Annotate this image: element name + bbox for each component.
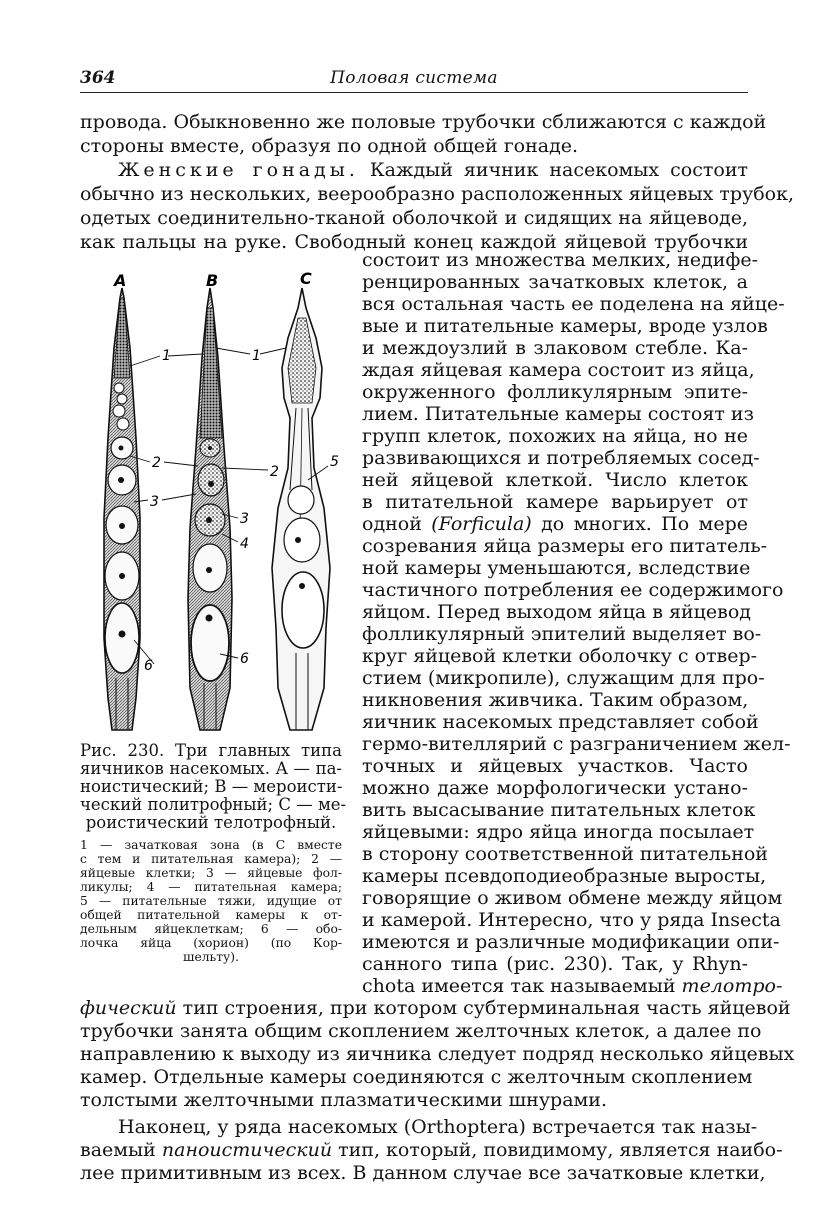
figure-letter-c: C: [300, 269, 312, 288]
italic-term: фический: [80, 997, 177, 1019]
running-title: Половая система: [330, 68, 498, 88]
text-line: ренцированных зачатковых клеток, а: [362, 271, 748, 293]
text-line: состоит из множества мелких, недифе-: [362, 249, 759, 271]
text-line: толстыми желточными плазматическими шнурами.: [80, 1089, 607, 1111]
text-line: говорящие о живом обмене между яйцом: [362, 887, 783, 909]
text-line: ной камеры уменьшаются, вследствие: [362, 557, 751, 579]
text-line: одетых соединительно-тканой оболочкой и сидящих на яйцеводе,: [80, 207, 748, 229]
text-line: камеры псевдоподиеобразные выросты,: [362, 865, 767, 887]
figure-label: 3: [150, 494, 159, 510]
text-line: развивающихся и потребляемых сосед-: [362, 447, 760, 469]
text-line: chota имеется так называемый телотро-: [362, 975, 783, 997]
text-line: фический тип строения, при котором субтерминальная часть яйцевой: [80, 997, 791, 1019]
text-line: никновения живчика. Таким образом,: [362, 689, 749, 711]
text-line: вся остальная часть ее поделена на яйце-: [362, 293, 785, 315]
text-line: точных и яйцевых участков. Часто: [362, 755, 748, 777]
figure-legend: 1 — зачатковая зона (в С вместе с тем и питательная камера); 2 — яйцевые клетки; 3 — яйцевые фол- ликулы; 4 — питательная камера; 5 — питательные тяжи, идущие от общей питательной камеры к от- дельным яйцеклеткам; 6 — обо- лочка яйца (хорион) (по Кор- шельту).: [80, 838, 342, 964]
text-line: вые и питательные камеры, вроде узлов: [362, 315, 768, 337]
figure-label: 6: [144, 658, 153, 674]
text-line: обычно из нескольких, веерообразно расположенных яйцевых трубок,: [80, 183, 795, 205]
text-line: имеются и различные модификации опи-: [362, 931, 780, 953]
text-line: окруженного фолликулярным эпите-: [362, 381, 748, 403]
text-line: частичного потребления ее содержимого: [362, 579, 784, 601]
italic-term: (Forficula): [431, 513, 532, 535]
text-line: как пальцы на руке. Свободный конец каждой яйцевой трубочки: [80, 231, 748, 253]
text-line: стороны вместе, образуя по одной общей гонаде.: [80, 135, 579, 157]
text-line: вить высасывание питательных клеток: [362, 799, 756, 821]
text-line: ваемый паноистический тип, который, повидимому, является наибо-: [80, 1139, 783, 1161]
text-line: лее примитивным из всех. В данном случае все зачатковые клетки,: [80, 1162, 766, 1184]
text-line: ней яйцевой клеткой. Число клеток: [362, 469, 748, 491]
figure-label: 2: [270, 464, 279, 480]
section-heading: Женские гонады.: [118, 159, 359, 181]
page-number: 364: [80, 68, 116, 88]
text-line: направлению к выходу из яичника следует подряд несколько яйцевых: [80, 1043, 795, 1065]
text-line: круг яйцевой клетки оболочку с отвер-: [362, 645, 758, 667]
figure-label: 6: [240, 651, 249, 667]
figure-caption: Рис. 230. Три главных типа яичников насекомых. А — па- ноистический; В — мероисти- ческий политрофный; С — ме- роистический телотрофный.: [80, 741, 347, 832]
text-line: в питательной камере варьирует от: [362, 491, 748, 513]
text-line: лием. Питательные камеры состоят из: [362, 403, 754, 425]
text-line: яйцом. Перед выходом яйца в яйцевод: [362, 601, 751, 623]
text-line: одной (Forficula) до многих. По мере: [362, 513, 748, 535]
figure-label: 5: [330, 454, 339, 470]
text-line: яичник насекомых представляет собой: [362, 711, 759, 733]
italic-term: паноистический: [161, 1139, 333, 1161]
figure-letter-b: B: [206, 271, 219, 290]
figure-label: 3: [240, 511, 249, 527]
page-header: [80, 66, 748, 93]
text-line: провода. Обыкновенно же половые трубочки сближаются с каждой: [80, 111, 767, 133]
text-line: групп клеток, похожих на яйца, но не: [362, 425, 748, 447]
ovariole-figure: [92, 268, 352, 738]
text-line: и камерой. Интересно, что у ряда Insecta: [362, 909, 781, 931]
text-line: камер. Отдельные камеры соединяются с желточным скоплением: [80, 1066, 753, 1088]
text-line: санного типа (рис. 230). Так, у Rhyn-: [362, 953, 748, 975]
figure-label: 2: [152, 455, 161, 471]
italic-term: телотро-: [681, 975, 783, 997]
ovariole-c: [272, 288, 330, 730]
figure-label: 1: [252, 348, 261, 364]
figure-letter-a: A: [114, 271, 127, 290]
text-line: и междоузлий в злаковом стебле. Ка-: [362, 337, 748, 359]
text-line: фолликулярный эпителий выделяет во-: [362, 623, 762, 645]
text-line: яйцевыми: ядро яйца иногда посылает: [362, 821, 755, 843]
text-line: трубочки занята общим скоплением желточных клеток, а далее по: [80, 1020, 762, 1042]
text-line: Наконец, у ряда насекомых (Orthoptera) встречается так назы-: [118, 1116, 758, 1138]
figure-label: 4: [240, 536, 249, 552]
text-line: можно даже морфологически устано-: [362, 777, 748, 799]
ovariole-a: [104, 288, 140, 730]
text-line: ждая яйцевая камера состоит из яйца,: [362, 359, 755, 381]
text-line: в сторону соответственной питательной: [362, 843, 768, 865]
text-line: созревания яйца размеры его питатель-: [362, 535, 768, 557]
figure-label: 1: [162, 348, 171, 364]
text-line: Женские гонады. Каждый яичник насекомых состоит: [118, 159, 748, 181]
text-line: гермо-вителлярий с разграничением жел-: [362, 733, 791, 755]
text-line: стием (микропиле), служащим для про-: [362, 667, 765, 689]
